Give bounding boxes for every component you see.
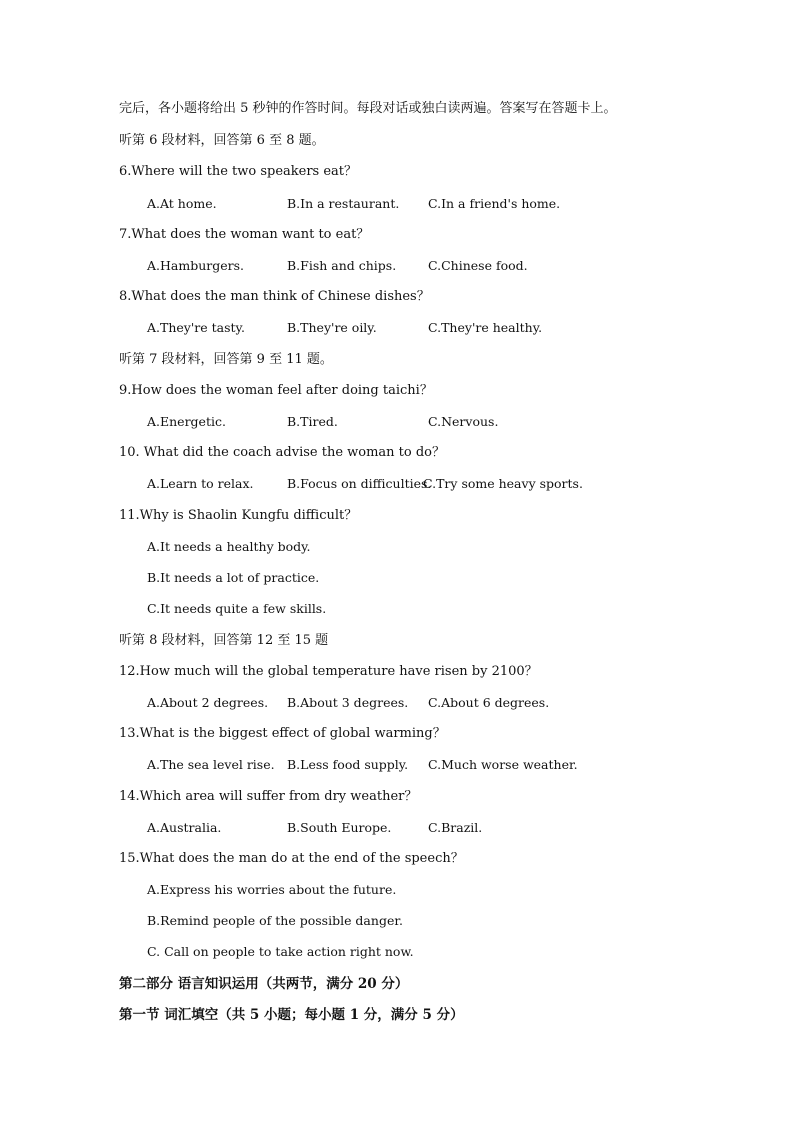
section-7-heading: 听第 7 段材料，回答第 9 至 11 题。 (119, 352, 333, 367)
question-6: 6.Where will the two speakers eat？ (119, 164, 358, 179)
question-13-option-b: B.Less food supply. (287, 757, 409, 772)
question-11-option-a: A.It needs a healthy body. (147, 539, 311, 554)
instructions-text: 完后，各小题将给出 5 秒钟的作答时间。每段对话或独白读两遍。答案写在答题卡上。 (119, 101, 617, 116)
question-6-option-a: A.At home. (147, 196, 217, 211)
question-6-option-b: B.In a restaurant. (287, 196, 400, 211)
question-13-option-c: C.Much worse weather. (428, 757, 578, 772)
question-9-option-c: C.Nervous. (428, 414, 499, 429)
question-6-option-c: C.In a friend's home. (428, 196, 561, 211)
question-7-option-a: A.Hamburgers. (147, 258, 244, 273)
question-12: 12.How much will the global temperature have risen by 2100？ (119, 664, 538, 679)
question-9-option-a: A.Energetic. (147, 414, 226, 429)
question-11-option-c: C.It needs quite a few skills. (147, 601, 327, 616)
question-7-option-b: B.Fish and chips. (287, 258, 397, 273)
question-12-option-a: A.About 2 degrees. (147, 695, 269, 710)
question-10: 10. What did the coach advise the woman to do？ (119, 445, 446, 460)
question-13-option-a: A.The sea level rise. (147, 757, 275, 772)
question-14-option-a: A.Australia. (147, 820, 222, 835)
question-7-option-c: C.Chinese food. (428, 258, 528, 273)
question-9-option-b: B.Tired. (287, 414, 338, 429)
question-14: 14.Which area will suffer from dry weather？ (119, 789, 418, 804)
part-2-heading: 第二部分 语言知识运用（共两节，满分 20 分） (119, 976, 409, 992)
part-2-section-1-heading: 第一节 词汇填空（共 5 小题；每小题 1 分，满分 5 分） (119, 1007, 464, 1023)
question-8: 8.What does the man think of Chinese dishes？ (119, 289, 430, 304)
question-12-option-c: C.About 6 degrees. (428, 695, 550, 710)
question-11: 11.Why is Shaolin Kungfu difficult？ (119, 508, 358, 523)
question-8-option-a: A.They're tasty. (147, 320, 245, 335)
question-7: 7.What does the woman want to eat？ (119, 227, 370, 242)
question-11-option-b: B.It needs a lot of practice. (147, 570, 320, 585)
question-10-option-b: B.Focus on difficulties. (287, 476, 432, 491)
question-13: 13.What is the biggest effect of global warming？ (119, 726, 446, 741)
question-8-option-b: B.They're oily. (287, 320, 377, 335)
question-10-option-a: A.Learn to relax. (147, 476, 254, 491)
question-14-option-b: B.South Europe. (287, 820, 392, 835)
question-15: 15.What does the man do at the end of the speech？ (119, 851, 464, 866)
section-6-heading: 听第 6 段材料，回答第 6 至 8 题。 (119, 133, 325, 148)
question-10-option-c: C.Try some heavy sports. (423, 476, 583, 491)
question-15-option-c: C. Call on people to take action right now. (147, 944, 414, 959)
question-14-option-c: C.Brazil. (428, 820, 483, 835)
section-8-heading: 听第 8 段材料，回答第 12 至 15 题 (119, 633, 329, 648)
question-15-option-b: B.Remind people of the possible danger. (147, 913, 403, 928)
question-8-option-c: C.They're healthy. (428, 320, 543, 335)
question-12-option-b: B.About 3 degrees. (287, 695, 409, 710)
question-15-option-a: A.Express his worries about the future. (147, 882, 397, 897)
question-9: 9.How does the woman feel after doing taichi？ (119, 383, 433, 398)
